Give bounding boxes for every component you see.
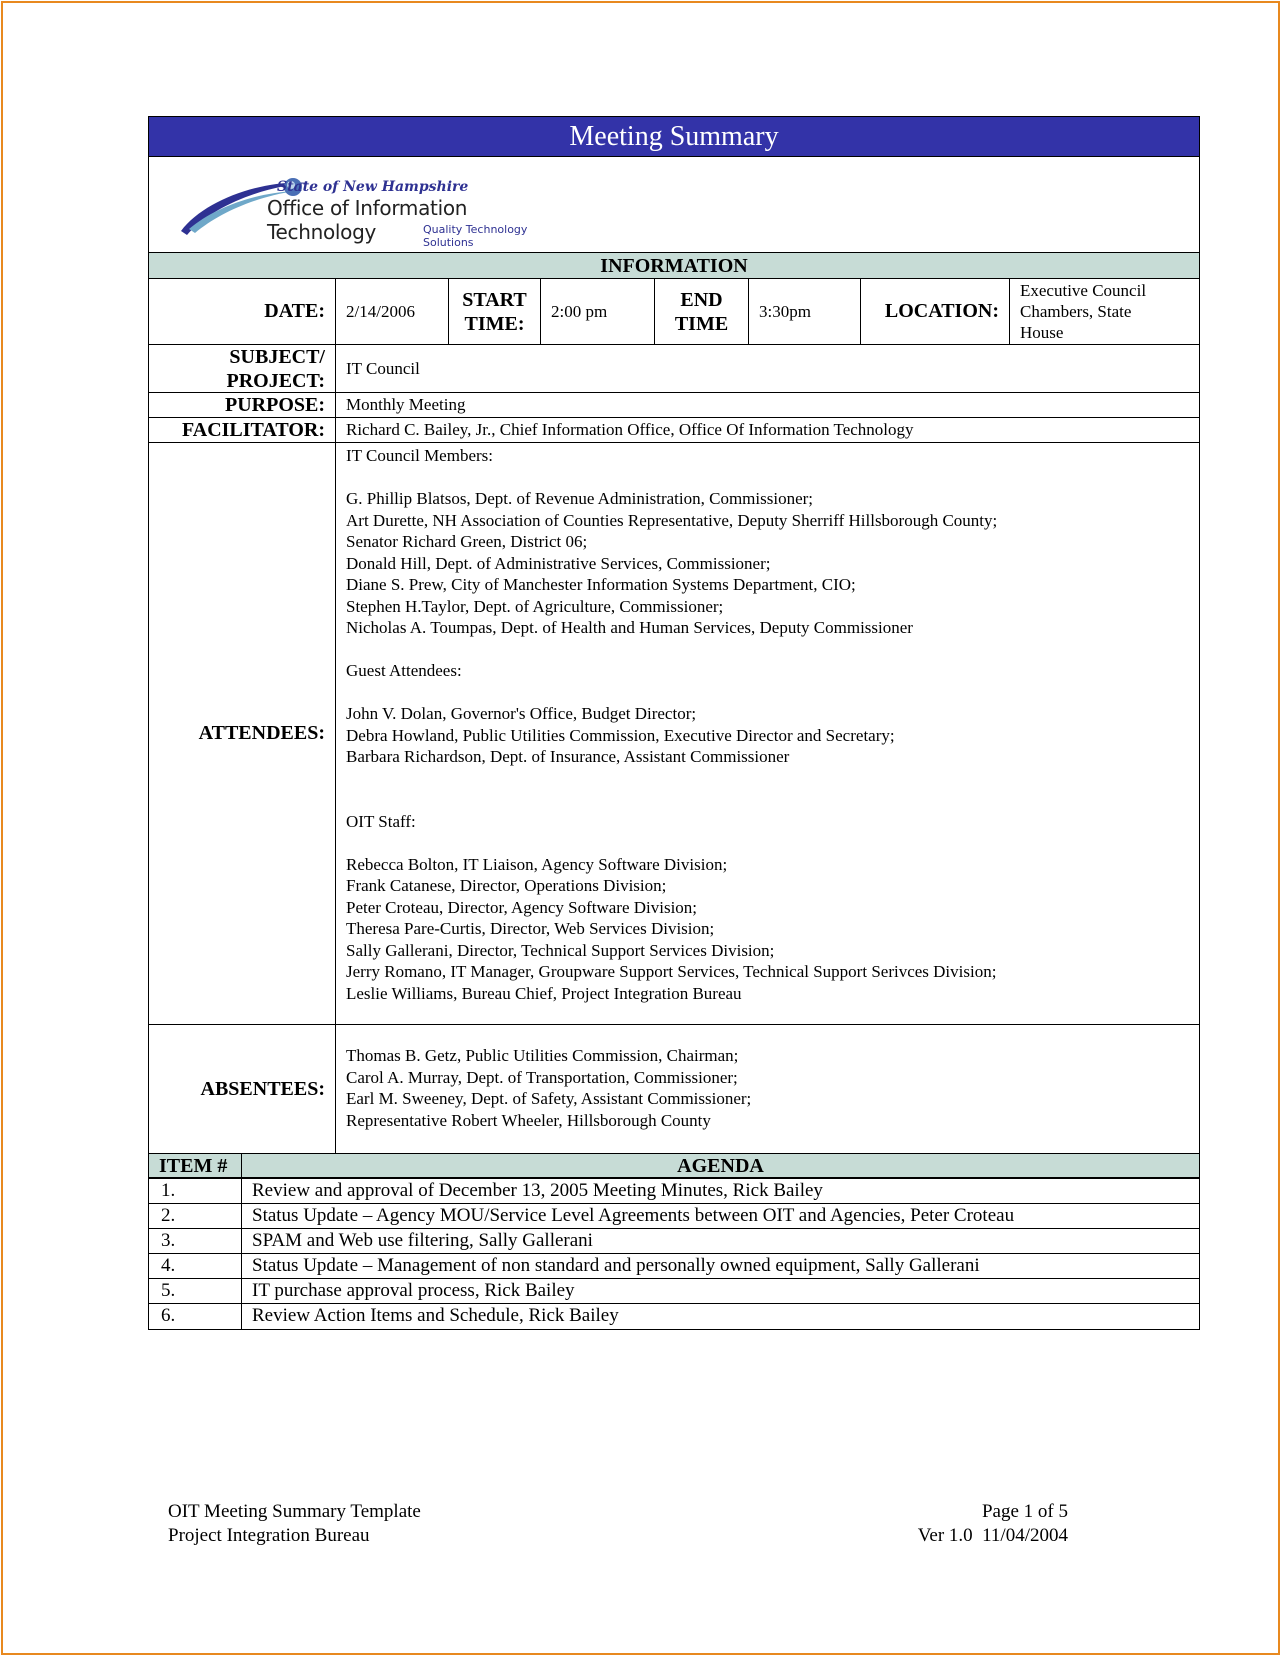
absentees-list xyxy=(336,1025,1199,1153)
absentee-item: Carol A. Murray, Dept. of Transportation, Commissioner; xyxy=(346,1067,738,1087)
attendee-item: Nicholas A. Toumpas, Dept. of Health and Human Services, Deputy Commissioner xyxy=(346,618,913,637)
agenda-row xyxy=(149,1229,1199,1254)
end-label-line-1: END xyxy=(680,288,723,311)
end-label-line-2: TIME xyxy=(674,312,729,335)
location-line: House xyxy=(1020,323,1064,342)
agenda-item-number: 1. xyxy=(149,1179,242,1203)
attendee-item: John V. Dolan, Governor's Office, Budget Director; xyxy=(346,704,697,723)
agenda-row xyxy=(149,1304,1199,1329)
logo-row xyxy=(149,157,1199,253)
guest-heading: Guest Attendees: xyxy=(346,661,462,680)
item-number-header: ITEM # xyxy=(149,1154,242,1177)
logo-state-text: State of New Hampshire xyxy=(277,179,469,195)
facilitator-value: Richard C. Bailey, Jr., Chief Information Office, Office Of Information Technology xyxy=(346,420,914,439)
attendee-item: Diane S. Prew, City of Manchester Information Systems Department, CIO; xyxy=(346,575,856,594)
attendee-item: Leslie Williams, Bureau Chief, Project Integration Bureau xyxy=(346,983,742,1003)
logo-name-text: Office of Information Technology xyxy=(267,196,468,244)
end-time-label xyxy=(655,279,749,344)
page-title: Meeting Summary xyxy=(149,117,1199,157)
version-text: Ver 1.0 11/04/2004 xyxy=(917,1525,1068,1546)
agenda-row xyxy=(149,1204,1199,1229)
agenda-item-number: 5. xyxy=(149,1279,242,1303)
agenda-item-number: 3. xyxy=(149,1229,242,1253)
location-value xyxy=(1010,279,1199,344)
absentees-row xyxy=(149,1025,1199,1153)
location-label: LOCATION: xyxy=(861,279,1010,344)
agenda-item-text: SPAM and Web use filtering, Sally Gallerani xyxy=(252,1230,593,1251)
meeting-summary-form xyxy=(148,116,1200,1330)
facilitator-label: FACILITATOR: xyxy=(149,418,336,442)
date-value: 2/14/2006 xyxy=(336,279,449,344)
attendee-item: Peter Croteau, Director, Agency Software Division; xyxy=(346,897,698,917)
footer-bureau: Project Integration Bureau xyxy=(168,1525,370,1546)
agenda-item-text: Status Update – Agency MOU/Service Level Agreements between OIT and Agencies, Peter Croteau xyxy=(252,1205,1015,1226)
agenda-item-number: 2. xyxy=(149,1204,242,1228)
agenda-item-text: Status Update – Management of non standard and personally owned equipment, Sally Gallerani xyxy=(252,1255,980,1276)
purpose-label: PURPOSE: xyxy=(149,393,336,417)
location-line: Executive Council xyxy=(1020,281,1147,300)
agenda-row xyxy=(149,1279,1199,1304)
attendee-item: Frank Catanese, Director, Operations Division; xyxy=(346,876,667,895)
oit-logo xyxy=(175,169,575,249)
logo-tagline-text: Quality Technology Solutions xyxy=(423,223,528,249)
absentee-item: Earl M. Sweeney, Dept. of Safety, Assistant Commissioner; xyxy=(346,1089,752,1108)
absentee-item: Thomas B. Getz, Public Utilities Commission, Chairman; xyxy=(346,1046,739,1065)
subject-label-line-2: PROJECT: xyxy=(226,369,325,392)
location-line: Chambers, State xyxy=(1020,302,1132,321)
attendee-item: Jerry Romano, IT Manager, Groupware Support Services, Technical Support Serivces Division; xyxy=(346,962,997,981)
agenda-item-number: 6. xyxy=(149,1304,242,1329)
attendee-item: Stephen H.Taylor, Dept. of Agriculture, Commissioner; xyxy=(346,596,724,616)
attendee-item: Debra Howland, Public Utilities Commission, Executive Director and Secretary; xyxy=(346,725,895,745)
council-heading: IT Council Members: xyxy=(346,446,493,465)
attendee-item: Donald Hill, Dept. of Administrative Services, Commissioner; xyxy=(346,553,771,573)
attendee-item: Barbara Richardson, Dept. of Insurance, Assistant Commissioner xyxy=(346,747,790,766)
start-time-label xyxy=(449,279,541,344)
information-row xyxy=(149,279,1199,345)
subject-label-line-1: SUBJECT/ xyxy=(229,345,325,368)
page-number: Page 1 of 5 xyxy=(981,1501,1068,1522)
purpose-row xyxy=(149,393,1199,418)
attendees-list xyxy=(336,443,1199,1024)
attendee-item: Theresa Pare-Curtis, Director, Web Services Division; xyxy=(346,919,715,938)
start-time-value: 2:00 pm xyxy=(541,279,655,344)
absentee-item: Representative Robert Wheeler, Hillsborough County xyxy=(346,1110,711,1130)
date-label: DATE: xyxy=(149,279,336,344)
subject-label xyxy=(149,345,336,392)
end-time-value: 3:30pm xyxy=(749,279,861,344)
facilitator-row xyxy=(149,418,1199,443)
start-label-line-1: START xyxy=(462,288,527,311)
attendee-item: Senator Richard Green, District 06; xyxy=(346,532,588,551)
staff-heading: OIT Staff: xyxy=(346,811,416,831)
agenda-item-text: Review and approval of December 13, 2005 Meeting Minutes, Rick Bailey xyxy=(252,1180,823,1201)
attendees-label: ATTENDEES: xyxy=(149,443,336,1024)
footer-right xyxy=(900,1500,1068,1548)
information-heading: INFORMATION xyxy=(149,253,1199,279)
start-label-line-2: TIME: xyxy=(464,312,525,335)
purpose-value: Monthly Meeting xyxy=(346,395,466,414)
attendee-item: G. Phillip Blatsos, Dept. of Revenue Administration, Commissioner; xyxy=(346,489,814,508)
attendees-row xyxy=(149,443,1199,1025)
subject-row xyxy=(149,345,1199,393)
agenda-item-text: IT purchase approval process, Rick Bailey xyxy=(252,1280,575,1301)
agenda-item-text: Review Action Items and Schedule, Rick Bailey xyxy=(252,1305,619,1326)
attendee-item: Sally Gallerani, Director, Technical Support Services Division; xyxy=(346,940,775,960)
agenda-item-number: 4. xyxy=(149,1254,242,1278)
attendee-item: Rebecca Bolton, IT Liaison, Agency Software Division; xyxy=(346,854,728,874)
footer-left xyxy=(168,1500,421,1548)
agenda-row xyxy=(149,1179,1199,1204)
agenda-header xyxy=(149,1153,1199,1179)
footer-template-name: OIT Meeting Summary Template xyxy=(168,1501,421,1522)
subject-value: IT Council xyxy=(346,358,420,378)
agenda-row xyxy=(149,1254,1199,1279)
absentees-label: ABSENTEES: xyxy=(149,1025,336,1153)
attendee-item: Art Durette, NH Association of Counties Representative, Deputy Sherriff Hillsborough County; xyxy=(346,510,998,530)
agenda-title-header: AGENDA xyxy=(677,1155,764,1177)
